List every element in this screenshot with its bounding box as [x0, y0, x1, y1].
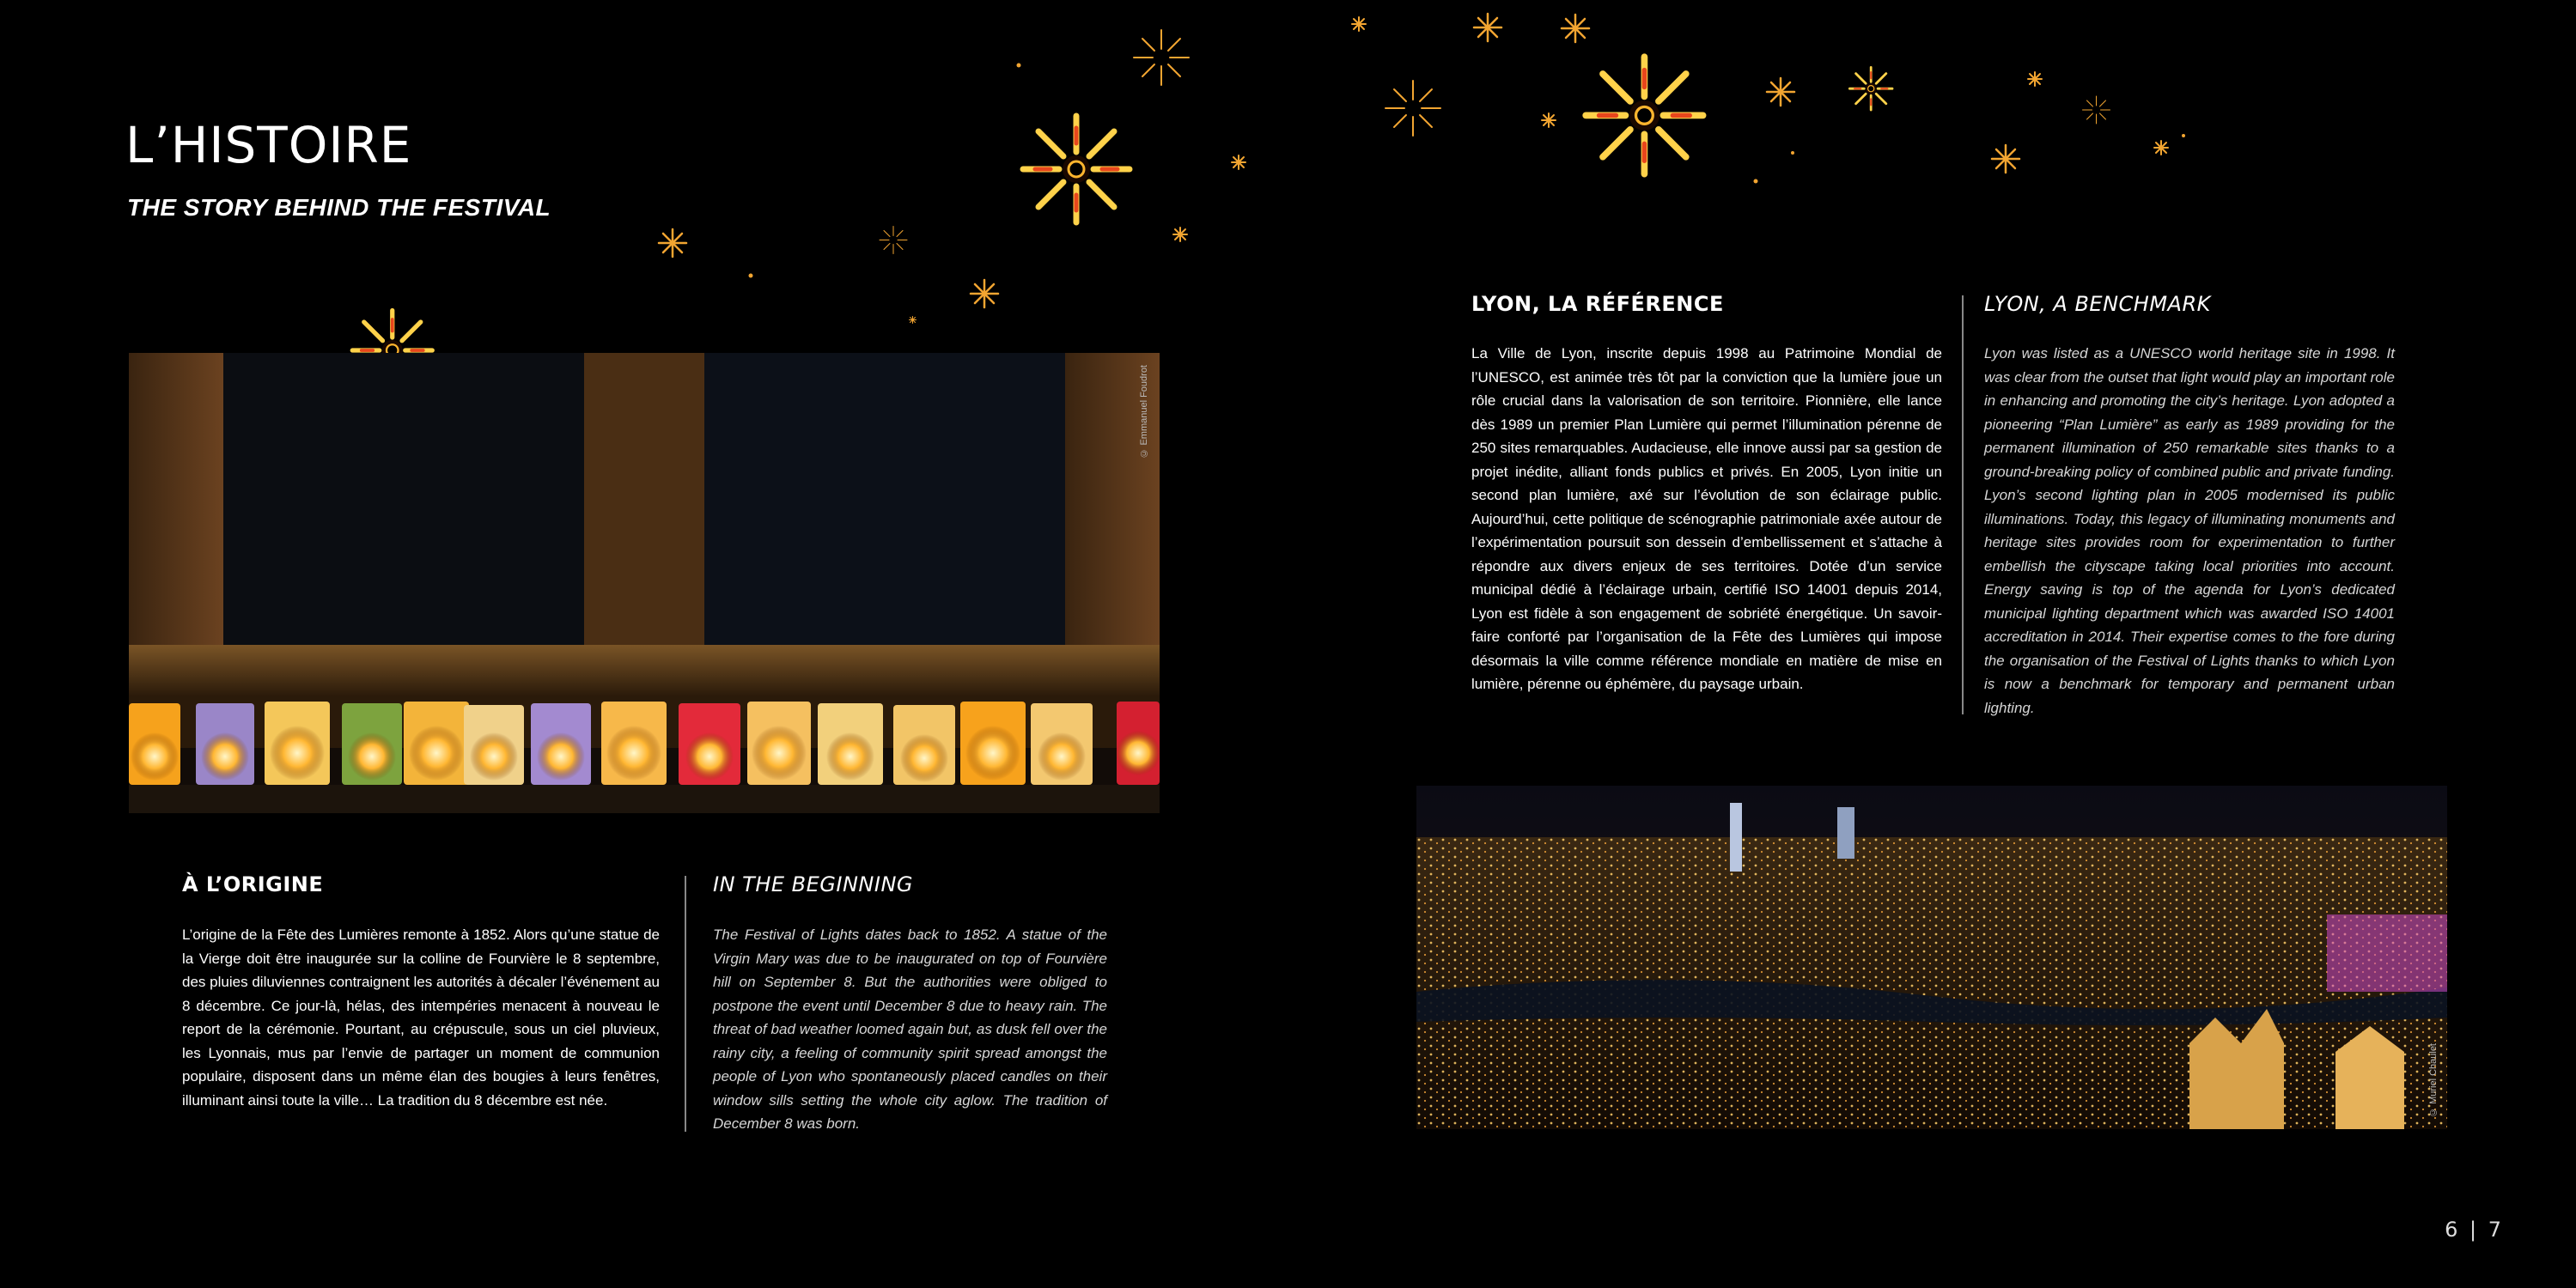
snowflake-icon: [1474, 14, 1501, 41]
reference-fr-heading: LYON, LA RÉFÉRENCE: [1471, 292, 1724, 316]
star-icon: [1542, 113, 1556, 127]
reference-fr-body: La Ville de Lyon, inscrite depuis 1998 au Patrimoine Mondial de l’UNESCO, est animée très tôt par la conviction que la lumière joue un rôle crucial dans la valorisation de son territoire. Pionnière, elle lance dès 1989 un premier Plan Lumière qui permet l’illumination pérenne de 250 sites remarquables. Audacieuse, elle innove aussi par sa gestion de projet inédite, alliant fonds publics et privés. En 2005, Lyon initie un second plan lumière, axé sur l’évolution de son éclairage public. Aujourd’hui, cette politique de scénographie patrimoniale axée autour de l’expérimentation poursuit son dessein d’embellissement et s’attache à répondre aux divers enjeux de ses territoires. Dotée d’un service municipal dédié à l’éclairage urbain, certifié ISO 14001 depuis 2014, Lyon est fidèle à son engagement de sobriété énergétique. Un savoir-faire conforté par l’organisation de la Fête des Lumières qui impose désormais la ville comme référence mondiale en matière de mise en lumière, pérenne ou éphémère, du paysage urbain.: [1471, 345, 1942, 692]
candles-photo: [129, 353, 1160, 813]
star-icon: [1352, 17, 1366, 31]
star-icon: [1232, 155, 1245, 169]
reference-en-heading: LYON, A BENCHMARK: [1984, 292, 2211, 316]
column-divider: [685, 876, 686, 1132]
snowflake-icon: [659, 229, 686, 257]
snowflake-icon: [1992, 145, 2019, 173]
photo-credit: © Muriel Chaulet: [2428, 1043, 2439, 1117]
origine-fr-body: L’origine de la Fête des Lumières remonte à 1852. Alors qu’une statue de la Vierge doit être inaugurée sur la colline de Fourvière le 8 septembre, des pluies diluviennes contraignent les autorités à décaler l’événement au 8 décembre. Ce jour-là, hélas, des intempéries menacent à nouveau le report de la cérémonie. Pourtant, au crépuscule, sous un ciel pluvieux, les Lyonnais, mus par l’envie de partager un moment de communion populaire, disposent dans un même élan des bougies à leurs fenêtres, illuminant ainsi toute la ville… La tradition du 8 décembre est née.: [182, 927, 660, 1109]
page-subtitle: THE STORY BEHIND THE FESTIVAL: [127, 194, 551, 221]
star-icon: [880, 227, 907, 254]
star-icon: [910, 317, 917, 324]
origine-fr-heading: À L’ORIGINE: [182, 872, 324, 896]
photo-credit: © Emmanuel Foudrot: [1139, 365, 1149, 459]
column-divider: [1962, 295, 1964, 714]
snowflake-icon: [1849, 67, 1892, 110]
snowflake-icon: [1767, 78, 1794, 106]
lyon-night-panorama-photo: [1416, 786, 2447, 1129]
star-icon: [1173, 228, 1187, 241]
snowflake-icon: [1475, 15, 1501, 41]
origine-en-heading: IN THE BEGINNING: [713, 872, 913, 896]
page-number: 6 | 7: [2445, 1218, 2504, 1242]
star-icon: [2028, 72, 2042, 86]
star-icon: [1385, 81, 1440, 136]
star-icon: [2083, 96, 2110, 124]
star-icon: [2154, 141, 2168, 155]
snowflake-icon: [1562, 15, 1589, 42]
origine-en-body: The Festival of Lights dates back to 1852. A statue of the Virgin Mary was due to be inaugurated on top of Fourvière hill on September 8. But the authorities were obliged to postpone the event until December 8 due to heavy rain. The threat of bad weather loomed again but, as dusk fell over the rainy city, a feeling of community spirit spread amongst the people of Lyon who spontaneously placed candles on their window sills setting the whole city aglow. The tradition of December 8 was born.: [713, 927, 1107, 1132]
snowflake-icon: [1586, 57, 1702, 173]
snowflake-icon: [971, 280, 998, 307]
snowflake-icon: [1023, 116, 1130, 222]
star-icon: [1134, 30, 1189, 85]
reference-en-body: Lyon was listed as a UNESCO world heritage site in 1998. It was clear from the outset that light would play an important role in enhancing and promoting the city’s heritage. Lyon adopted a pioneering “Plan Lumière” as early as 1989 providing for the permanent illumination of 250 remarkable sites thanks to a ground-breaking policy of combined public and private funding. Lyon’s second lighting plan in 2005 modernised its public illuminations. Today, this legacy of illuminating monuments and heritage sites provides room for experimentation to further embellish the cityscape taking local priorities into account. Energy saving is top of the agenda for Lyon’s dedicated municipal lighting department which was awarded ISO 14001 accreditation in 2014. Their expertise comes to the fore during the organisation of the Festival of Lights thanks to which Lyon is now a benchmark for temporary and permanent urban lighting.: [1984, 345, 2395, 716]
candles-on-window-sill-photo: [129, 353, 1160, 813]
page-title: L’HISTOIRE: [125, 116, 412, 174]
city-photo: [1416, 786, 2447, 1129]
